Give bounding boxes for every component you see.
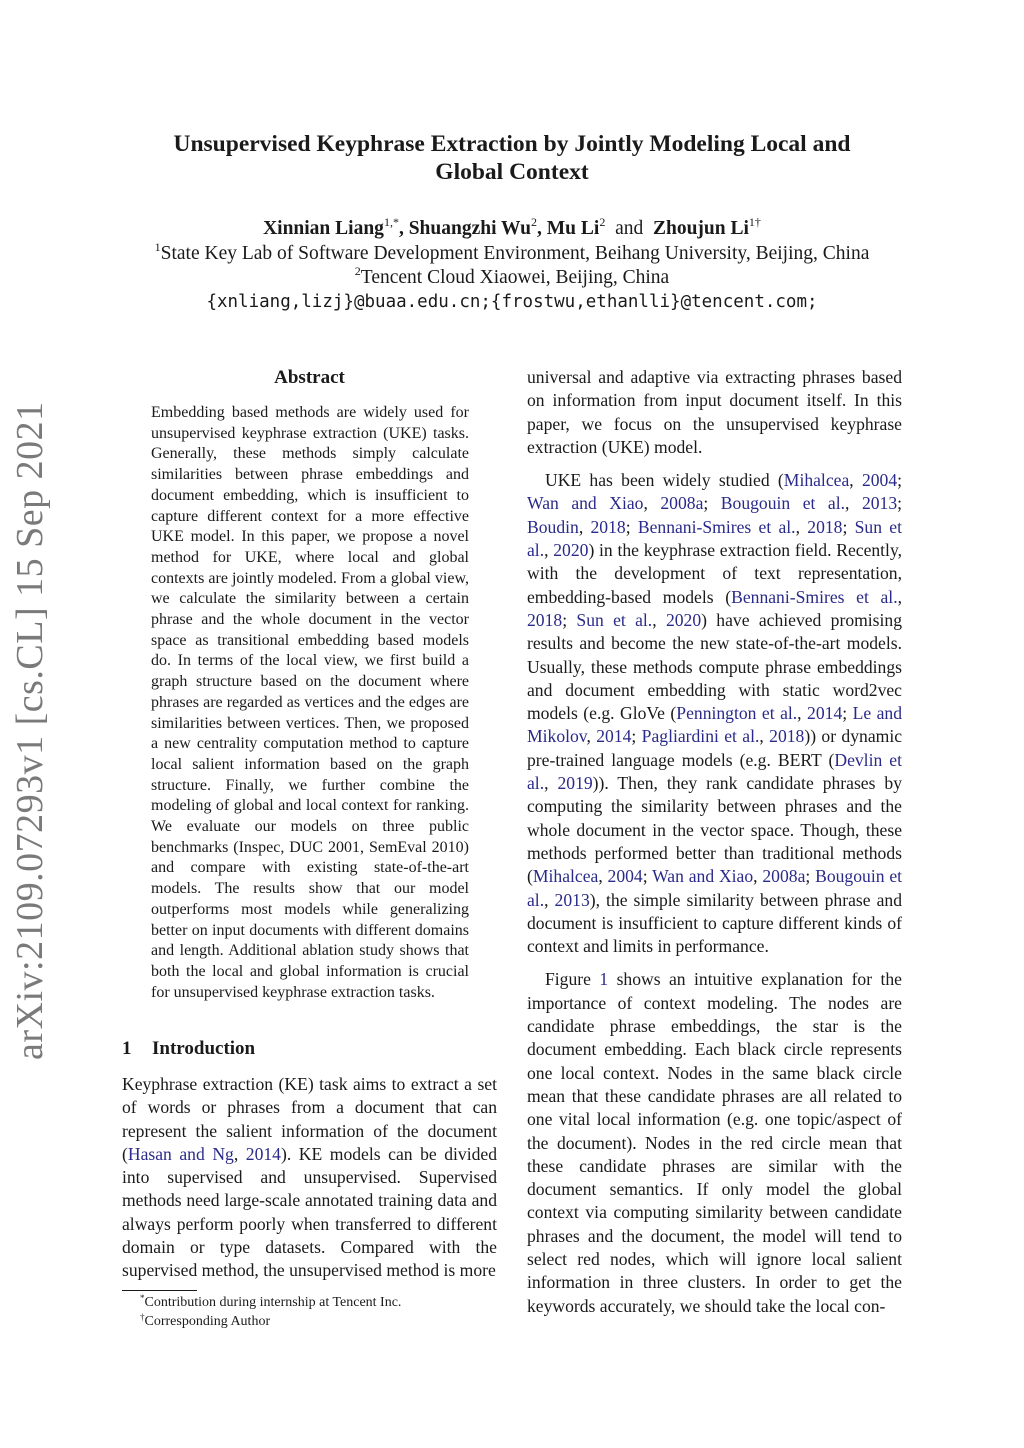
right-column: [527, 366, 902, 1328]
section-heading-introduction: [122, 1037, 497, 1061]
footnote-text: Corresponding Author: [144, 1314, 271, 1329]
affiliation-mark: 2: [354, 264, 361, 278]
citation-link[interactable]: 2014: [245, 1143, 281, 1164]
author-name: Shuangzhi Wu: [408, 218, 532, 239]
citation-link[interactable]: Pennington et al.: [676, 703, 798, 724]
citation-link[interactable]: Bougouin et al.: [720, 493, 846, 514]
citation-link[interactable]: Bennani-Smires et al.: [731, 586, 898, 607]
citation-link[interactable]: 2018: [527, 609, 563, 630]
arxiv-identifier-stamp: arXiv:2109.07293v1 [cs.CL] 15 Sep 2021: [9, 401, 51, 1060]
footnote-mark: *: [140, 1293, 145, 1303]
abstract-heading: Abstract: [274, 367, 345, 388]
affiliation-text: State Key Lab of Software Development Environment, Beihang University, Beijing, China: [160, 243, 870, 264]
footnote-mark: †: [140, 1312, 145, 1322]
citation-link[interactable]: Sun et al.: [576, 609, 653, 630]
citation-link[interactable]: Sun et al.: [527, 516, 902, 561]
author-mark: 1†: [748, 215, 761, 229]
author-list: Xinnian Liang$^{1,*}$, Shuangzhi Wu$^2$, Mu Li$^2$ and Zhoujun $Li^{1\dagger}$: [263, 215, 761, 239]
footnote-1: [140, 1294, 500, 1312]
author-mark: 2: [531, 215, 538, 229]
citation-link[interactable]: 2018: [590, 516, 626, 537]
citation-link[interactable]: 2008a: [762, 866, 806, 887]
citation-link[interactable]: Mihalcea: [783, 470, 850, 491]
citation-link[interactable]: Pagliardini et al.: [641, 726, 760, 747]
citation-link[interactable]: 2018: [769, 726, 805, 747]
affiliation-text: Tencent Cloud Xiaowei, Beijing, China: [360, 267, 670, 288]
author-name: Xinnian Liang: [263, 218, 384, 239]
citation-link[interactable]: 2008a: [660, 493, 704, 514]
citation-link[interactable]: Devlin et al.: [527, 749, 902, 794]
citation-link[interactable]: Le and Mikolov: [527, 703, 903, 747]
citation-link[interactable]: 2014: [807, 703, 843, 724]
affiliation-2: [100, 266, 924, 290]
citation-link[interactable]: Bougouin et al.: [527, 866, 903, 910]
citation-link[interactable]: Boudin: [527, 516, 579, 537]
citation-link[interactable]: 2004: [861, 470, 898, 491]
author-emails: {xnliang,lizj}@buaa.edu.cn;{frostwu,ethanlli}@tencent.com;: [206, 292, 818, 312]
title-line-2: Global Context: [435, 159, 589, 185]
author-name: Zhoujun Li: [652, 218, 749, 239]
author-name: Mu Li: [546, 218, 600, 239]
paper-title: [120, 130, 904, 186]
section-title: Introduction: [152, 1038, 256, 1059]
intro-paragraph-2: UKE has been widely studied (Mihalcea, 2004; Wan and Xiao, 2008a; Bougouin et al., 2013; Boudin, 2018; Bennani-Smires et al., 2018; Sun et al., 2020) in the keyphrase extraction field. Recently, with the development of text representation, embedding-based models (Bennani-Smires et al., 2018; Sun et al., 2020) have achieved promising results and become the new state-of-the-art models. Usually, these methods compute phrase embeddings and document embedding with static word2vec models (e.g. GloVe (Pennington et al., 2014; Le and Mikolov, 2014; Pagliardini et al., 2018)) or dynamic pre-trained language models (e.g. BERT (Devlin et al., 2019)). Then, they rank candidate phrases by computing the similarity between phrases and the whole document in the vector space. Though, these methods performed better than traditional methods (Mihalcea, 2004; Wan and Xiao, 2008a; Bougouin et al., 2013), the simple similarity between phrase and document is insufficient to capture different kinds of context and limits in performance.: [527, 470, 903, 957]
citation-link[interactable]: Hasan and Ng: [127, 1143, 234, 1164]
intro-paragraph-3: Figure 1 shows an intuitive explanation for the importance of context modeling. The nodes are candidate phrase embeddings, the star is the document embedding. Each black circle represents one local context. Nodes in the same black circle mean that these candidate phrases are all related to one vital local information (e.g. one topic/aspect of the document). Nodes in the red circle mean that these candidate phrases are similar with the document semantics. If only model the global context via computing similarity between candidate phrases and the document, the model will tend to select red nodes, which will ignore local salient information in three clusters. In order to get the keywords accurately, we should take the local con-: [527, 969, 902, 1316]
footnote-2: [140, 1313, 500, 1331]
citation-link[interactable]: 2013: [554, 889, 590, 910]
citation-link[interactable]: 2019: [557, 773, 593, 794]
title-line-1: Unsupervised Keyphrase Extraction by Jointly Modeling Local and: [173, 131, 851, 157]
author-mark: 2: [599, 215, 606, 229]
citation-link[interactable]: Wan and Xiao: [652, 866, 754, 887]
citation-link[interactable]: 2018: [807, 516, 843, 537]
citation-link[interactable]: 2004: [607, 866, 643, 887]
citation-link[interactable]: 2020: [553, 540, 589, 561]
intro-paragraph-1-continued: universal and adaptive via extracting phrases based on information from input document itself. In this paper, we focus on the unsupervised keyphrase extraction (UKE) model.: [527, 367, 902, 457]
footnote-text: Contribution during internship at Tencent Inc.: [144, 1295, 402, 1310]
author-conjunction: and: [615, 218, 644, 239]
author-mark: 1,*: [383, 215, 399, 229]
citation-link[interactable]: 2020: [665, 609, 702, 630]
section-number: 1: [122, 1038, 132, 1059]
affiliation-mark: 1: [154, 240, 161, 254]
citation-link[interactable]: Bennani-Smires et al.: [637, 516, 796, 537]
intro-paragraph-1: Keyphrase extraction (KE) task aims to extract a set of words or phrases from a document that can represent the salient information of the document (Hasan and Ng, 2014). KE models can be divided into supervised and unsupervised. Supervised methods need large-scale annotated training data and always perform poorly when transferred to different domain or type datasets. Compared with the supervised method, the unsupervised method is more: [122, 1074, 498, 1281]
citation-link[interactable]: 2014: [596, 726, 632, 747]
footnote-divider: [122, 1290, 197, 1291]
citation-link[interactable]: 2013: [861, 493, 898, 514]
citation-link[interactable]: Wan and Xiao: [527, 493, 644, 514]
figure-reference-link[interactable]: 1: [599, 969, 609, 990]
citation-link[interactable]: Mihalcea: [532, 866, 599, 887]
abstract-body: Embedding based methods are widely used for unsupervised keyphrase extraction (UKE) tasks. Generally, these methods simply calculate similarities between phrase embeddings and document embedding, which is insufficient to capture different context for a more effective UKE model. In this paper, we propose a novel method for UKE, where local and global contexts are jointly modeled. From a global view, we calculate the similarity between a certain phrase and the whole document in the vector space as transitional embedding based models do. In terms of the local view, we first build a graph structure based on the document where phrases are regarded as vertices and the edges are similarities between vertices. Then, we proposed a new centrality computation method to capture local salient information based on the graph structure. Finally, we further combine the modeling of global and local context for ranking. We evaluate our models on three public benchmarks (Inspec, DUC 2001, SemEval 2010) and compare with existing state-of-the-art models. The results show that our model outperforms most models while generalizing better on input documents with different domains and length. Additional ablation study shows that both the local and global information is crucial for unsupervised keyphrase extraction tasks.: [151, 404, 469, 1001]
affiliation-1: [100, 242, 924, 266]
